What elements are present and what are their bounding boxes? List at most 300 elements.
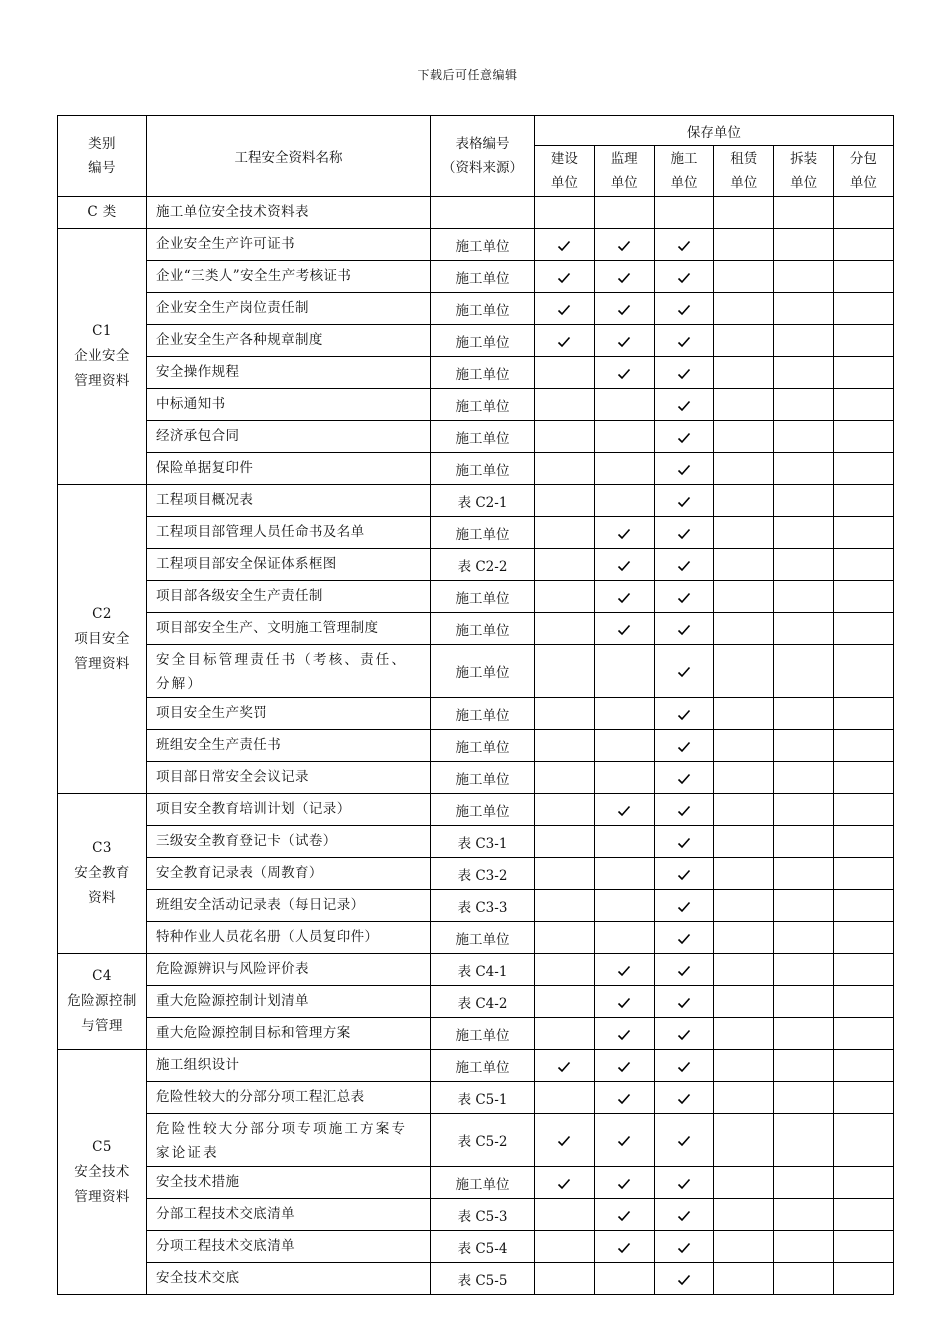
keep-unit-cell xyxy=(594,794,654,826)
document-name: 保险单据复印件 xyxy=(147,453,431,485)
check-mark-icon xyxy=(677,666,691,678)
keep-unit-cell xyxy=(774,293,834,325)
table-row xyxy=(58,421,894,453)
keep-unit-cell xyxy=(535,1167,595,1199)
header-unit-line: 拆装 xyxy=(790,151,818,167)
keep-unit-cell xyxy=(833,453,893,485)
keep-unit-cell xyxy=(833,762,893,794)
keep-unit-cell xyxy=(774,517,834,549)
check-mark-icon xyxy=(677,1029,691,1041)
check-mark-icon xyxy=(677,368,691,380)
table-row xyxy=(58,954,894,986)
keep-unit-cell xyxy=(833,229,893,261)
keep-unit-cell xyxy=(654,762,714,794)
table-row xyxy=(58,1231,894,1263)
keep-unit-cell xyxy=(594,826,654,858)
document-name: 工程项目部管理人员任命书及名单 xyxy=(147,517,431,549)
form-code: 施工单位 xyxy=(431,293,535,325)
table-row xyxy=(58,1263,894,1295)
document-name: 特种作业人员花名册（人员复印件） xyxy=(147,922,431,954)
keep-unit-cell xyxy=(654,698,714,730)
keep-unit-cell xyxy=(714,325,774,357)
keep-unit-cell xyxy=(833,890,893,922)
keep-unit-cell xyxy=(535,858,595,890)
form-code: 施工单位 xyxy=(431,645,535,698)
keep-unit-cell xyxy=(654,1263,714,1295)
table-row xyxy=(58,1199,894,1231)
category-label: 管理资料 xyxy=(74,373,130,389)
keep-unit-cell xyxy=(594,730,654,762)
check-mark-icon xyxy=(617,240,631,252)
keep-unit-cell xyxy=(594,762,654,794)
keep-unit-cell xyxy=(833,485,893,517)
keep-unit-cell xyxy=(535,826,595,858)
keep-unit-cell xyxy=(714,613,774,645)
table-row xyxy=(58,613,894,645)
keep-unit-cell xyxy=(594,453,654,485)
table-row xyxy=(58,453,894,485)
keep-unit-cell xyxy=(654,453,714,485)
keep-unit-cell xyxy=(594,549,654,581)
form-code: 表 C4-2 xyxy=(431,986,535,1018)
keep-unit-cell xyxy=(594,197,654,229)
keep-unit-cell xyxy=(654,549,714,581)
check-mark-icon xyxy=(677,592,691,604)
check-mark-icon xyxy=(677,464,691,476)
form-code: 表 C3-2 xyxy=(431,858,535,890)
keep-unit-cell xyxy=(833,1018,893,1050)
keep-unit-cell xyxy=(774,890,834,922)
check-mark-icon xyxy=(617,1210,631,1222)
form-code xyxy=(431,197,535,229)
keep-unit-cell xyxy=(654,890,714,922)
header-unit-1 xyxy=(594,146,654,197)
category-cell xyxy=(58,229,147,485)
keep-unit-cell xyxy=(714,698,774,730)
keep-unit-cell xyxy=(594,922,654,954)
check-mark-icon xyxy=(677,1242,691,1254)
keep-unit-cell xyxy=(774,325,834,357)
check-mark-icon xyxy=(677,272,691,284)
header-unit-4 xyxy=(774,146,834,197)
keep-unit-cell xyxy=(714,453,774,485)
table-row xyxy=(58,261,894,293)
keep-unit-cell xyxy=(535,1018,595,1050)
keep-unit-cell xyxy=(594,858,654,890)
keep-unit-cell xyxy=(535,1263,595,1295)
keep-unit-cell xyxy=(594,229,654,261)
keep-unit-cell xyxy=(774,1167,834,1199)
keep-unit-cell xyxy=(594,517,654,549)
keep-unit-cell xyxy=(774,421,834,453)
keep-unit-cell xyxy=(774,229,834,261)
form-code: 施工单位 xyxy=(431,421,535,453)
keep-unit-cell xyxy=(774,1263,834,1295)
table-row xyxy=(58,197,894,229)
form-code: 施工单位 xyxy=(431,613,535,645)
keep-unit-cell xyxy=(535,453,595,485)
check-mark-icon xyxy=(677,1093,691,1105)
keep-unit-cell xyxy=(774,197,834,229)
keep-unit-cell xyxy=(714,197,774,229)
keep-unit-cell xyxy=(594,261,654,293)
keep-unit-cell xyxy=(654,922,714,954)
table-row xyxy=(58,357,894,389)
keep-unit-cell xyxy=(535,762,595,794)
check-mark-icon xyxy=(677,304,691,316)
keep-unit-cell xyxy=(654,421,714,453)
keep-unit-cell xyxy=(774,549,834,581)
keep-unit-cell xyxy=(594,1114,654,1167)
keep-unit-cell xyxy=(774,794,834,826)
category-label: C5 xyxy=(92,1138,112,1155)
check-mark-icon xyxy=(677,432,691,444)
document-name: 企业安全生产各种规章制度 xyxy=(147,325,431,357)
keep-unit-cell xyxy=(654,1114,714,1167)
form-code: 施工单位 xyxy=(431,325,535,357)
keep-unit-cell xyxy=(833,1231,893,1263)
keep-unit-cell xyxy=(774,1082,834,1114)
check-mark-icon xyxy=(617,1029,631,1041)
table-row xyxy=(58,890,894,922)
keep-unit-cell xyxy=(714,794,774,826)
keep-unit-cell xyxy=(535,645,595,698)
header-category xyxy=(58,116,147,197)
header-unit-line: 分包 xyxy=(849,151,877,167)
document-name: 安全技术措施 xyxy=(147,1167,431,1199)
table-row xyxy=(58,762,894,794)
keep-unit-cell xyxy=(774,1199,834,1231)
check-mark-icon xyxy=(677,1178,691,1190)
keep-unit-cell xyxy=(833,261,893,293)
safety-documents-table xyxy=(57,115,894,1295)
keep-unit-cell xyxy=(774,485,834,517)
table-row xyxy=(58,1050,894,1082)
document-name: 工程项目概况表 xyxy=(147,485,431,517)
header-form xyxy=(431,116,535,197)
category-cell xyxy=(58,794,147,954)
category-label: 与管理 xyxy=(81,1018,123,1034)
check-mark-icon xyxy=(557,1135,571,1147)
check-mark-icon xyxy=(617,304,631,316)
keep-unit-cell xyxy=(714,730,774,762)
keep-unit-cell xyxy=(594,357,654,389)
keep-unit-cell xyxy=(774,1018,834,1050)
table-row xyxy=(58,1018,894,1050)
keep-unit-cell xyxy=(594,613,654,645)
document-name: 危险性较大的分部分项工程汇总表 xyxy=(147,1082,431,1114)
table-row xyxy=(58,581,894,613)
form-code: 施工单位 xyxy=(431,517,535,549)
document-name: 项目部日常安全会议记录 xyxy=(147,762,431,794)
header-unit-line: 租赁 xyxy=(730,151,758,167)
table-row xyxy=(58,922,894,954)
keep-unit-cell xyxy=(833,1199,893,1231)
check-mark-icon xyxy=(677,560,691,572)
keep-unit-cell xyxy=(535,325,595,357)
keep-unit-cell xyxy=(714,858,774,890)
keep-unit-cell xyxy=(535,485,595,517)
keep-unit-cell xyxy=(594,954,654,986)
check-mark-icon xyxy=(617,336,631,348)
keep-unit-cell xyxy=(714,581,774,613)
category-label: 管理资料 xyxy=(74,1188,130,1205)
form-code: 施工单位 xyxy=(431,794,535,826)
table-row xyxy=(58,549,894,581)
category-label: 管理资料 xyxy=(74,655,130,672)
document-name: 项目部各级安全生产责任制 xyxy=(147,581,431,613)
form-code: 表 C5-1 xyxy=(431,1082,535,1114)
header-category-line1: 类别 xyxy=(88,136,116,152)
check-mark-icon xyxy=(677,709,691,721)
check-mark-icon xyxy=(677,400,691,412)
keep-unit-cell xyxy=(594,1167,654,1199)
keep-unit-cell xyxy=(774,389,834,421)
document-name: 安全操作规程 xyxy=(147,357,431,389)
form-code: 施工单位 xyxy=(431,762,535,794)
form-code: 施工单位 xyxy=(431,698,535,730)
header-category-line2: 编号 xyxy=(88,160,116,176)
header-keep-units: 保存单位 xyxy=(535,116,894,146)
keep-unit-cell xyxy=(535,1114,595,1167)
keep-unit-cell xyxy=(833,1050,893,1082)
form-code: 表 C3-3 xyxy=(431,890,535,922)
keep-unit-cell xyxy=(654,645,714,698)
check-mark-icon xyxy=(617,624,631,636)
form-code: 表 C3-1 xyxy=(431,826,535,858)
check-mark-icon xyxy=(677,496,691,508)
check-mark-icon xyxy=(557,1178,571,1190)
form-code: 施工单位 xyxy=(431,1018,535,1050)
keep-unit-cell xyxy=(535,1082,595,1114)
check-mark-icon xyxy=(677,869,691,881)
table-row xyxy=(58,485,894,517)
form-code: 表 C5-5 xyxy=(431,1263,535,1295)
category-cell xyxy=(58,485,147,794)
header-form-line2: （资料来源） xyxy=(442,160,523,176)
keep-unit-cell xyxy=(654,986,714,1018)
header-name: 工程安全资料名称 xyxy=(147,116,431,197)
form-code: 施工单位 xyxy=(431,1050,535,1082)
header-form-line1: 表格编号 xyxy=(455,136,510,152)
keep-unit-cell xyxy=(714,1018,774,1050)
check-mark-icon xyxy=(617,965,631,977)
keep-unit-cell xyxy=(535,389,595,421)
keep-unit-cell xyxy=(833,1114,893,1167)
document-name: 分项工程技术交底清单 xyxy=(147,1231,431,1263)
category-label: 安全技术 xyxy=(74,1163,130,1180)
keep-unit-cell xyxy=(833,197,893,229)
form-code: 施工单位 xyxy=(431,453,535,485)
keep-unit-cell xyxy=(774,826,834,858)
check-mark-icon xyxy=(617,1242,631,1254)
keep-unit-cell xyxy=(714,1050,774,1082)
keep-unit-cell xyxy=(594,485,654,517)
check-mark-icon xyxy=(557,1061,571,1073)
check-mark-icon xyxy=(677,1135,691,1147)
header-unit-0 xyxy=(535,146,595,197)
keep-unit-cell xyxy=(774,986,834,1018)
keep-unit-cell xyxy=(714,762,774,794)
check-mark-icon xyxy=(677,1210,691,1222)
check-mark-icon xyxy=(557,336,571,348)
keep-unit-cell xyxy=(833,613,893,645)
keep-unit-cell xyxy=(833,1082,893,1114)
keep-unit-cell xyxy=(714,1167,774,1199)
document-name: 分部工程技术交底清单 xyxy=(147,1199,431,1231)
keep-unit-cell xyxy=(535,581,595,613)
keep-unit-cell xyxy=(654,730,714,762)
keep-unit-cell xyxy=(535,197,595,229)
keep-unit-cell xyxy=(774,922,834,954)
document-name: 施工单位安全技术资料表 xyxy=(147,197,431,229)
keep-unit-cell xyxy=(774,357,834,389)
keep-unit-cell xyxy=(714,1231,774,1263)
keep-unit-cell xyxy=(654,357,714,389)
keep-unit-cell xyxy=(774,762,834,794)
keep-unit-cell xyxy=(654,858,714,890)
keep-unit-cell xyxy=(833,517,893,549)
keep-unit-cell xyxy=(714,357,774,389)
form-code: 表 C2-1 xyxy=(431,485,535,517)
keep-unit-cell xyxy=(594,890,654,922)
check-mark-icon xyxy=(617,805,631,817)
keep-unit-cell xyxy=(654,1018,714,1050)
keep-unit-cell xyxy=(594,581,654,613)
check-mark-icon xyxy=(617,272,631,284)
header-unit-2 xyxy=(654,146,714,197)
keep-unit-cell xyxy=(714,890,774,922)
keep-unit-cell xyxy=(774,261,834,293)
keep-unit-cell xyxy=(535,517,595,549)
check-mark-icon xyxy=(617,1178,631,1190)
document-name: 中标通知书 xyxy=(147,389,431,421)
check-mark-icon xyxy=(617,528,631,540)
keep-unit-cell xyxy=(714,293,774,325)
keep-unit-cell xyxy=(654,1167,714,1199)
keep-unit-cell xyxy=(774,645,834,698)
category-cell xyxy=(58,197,147,229)
document-name: 项目安全生产奖罚 xyxy=(147,698,431,730)
document-name: 企业安全生产许可证书 xyxy=(147,229,431,261)
form-code: 施工单位 xyxy=(431,922,535,954)
keep-unit-cell xyxy=(774,453,834,485)
category-label: 资料 xyxy=(88,890,116,906)
check-mark-icon xyxy=(677,528,691,540)
keep-unit-cell xyxy=(833,986,893,1018)
check-mark-icon xyxy=(677,901,691,913)
check-mark-icon xyxy=(617,1135,631,1147)
keep-unit-cell xyxy=(535,1050,595,1082)
keep-unit-cell xyxy=(774,613,834,645)
table-row xyxy=(58,826,894,858)
check-mark-icon xyxy=(617,1093,631,1105)
keep-unit-cell xyxy=(594,1231,654,1263)
check-mark-icon xyxy=(617,592,631,604)
table-row xyxy=(58,645,894,698)
keep-unit-cell xyxy=(535,730,595,762)
keep-unit-cell xyxy=(714,389,774,421)
table-row xyxy=(58,858,894,890)
keep-unit-cell xyxy=(654,325,714,357)
keep-unit-cell xyxy=(535,613,595,645)
table-row xyxy=(58,1114,894,1167)
keep-unit-cell xyxy=(594,389,654,421)
keep-unit-cell xyxy=(714,826,774,858)
document-name: 施工组织设计 xyxy=(147,1050,431,1082)
keep-unit-cell xyxy=(833,698,893,730)
keep-unit-cell xyxy=(594,986,654,1018)
document-name: 工程项目部安全保证体系框图 xyxy=(147,549,431,581)
keep-unit-cell xyxy=(594,645,654,698)
keep-unit-cell xyxy=(654,954,714,986)
keep-unit-cell xyxy=(714,421,774,453)
keep-unit-cell xyxy=(774,954,834,986)
keep-unit-cell xyxy=(714,986,774,1018)
keep-unit-cell xyxy=(535,698,595,730)
check-mark-icon xyxy=(677,997,691,1009)
keep-unit-cell xyxy=(833,421,893,453)
form-code: 施工单位 xyxy=(431,261,535,293)
category-cell xyxy=(58,954,147,1050)
table-row xyxy=(58,389,894,421)
keep-unit-cell xyxy=(594,1050,654,1082)
keep-unit-cell xyxy=(833,1167,893,1199)
keep-unit-cell xyxy=(654,261,714,293)
keep-unit-cell xyxy=(833,826,893,858)
document-name: 三级安全教育登记卡（试卷） xyxy=(147,826,431,858)
keep-unit-cell xyxy=(654,794,714,826)
check-mark-icon xyxy=(557,240,571,252)
keep-unit-cell xyxy=(535,890,595,922)
keep-unit-cell xyxy=(833,293,893,325)
header-unit-line: 施工 xyxy=(670,151,698,167)
document-name: 班组安全活动记录表（每日记录） xyxy=(147,890,431,922)
keep-unit-cell xyxy=(833,794,893,826)
form-code: 施工单位 xyxy=(431,357,535,389)
table-row xyxy=(58,293,894,325)
keep-unit-cell xyxy=(654,1231,714,1263)
keep-unit-cell xyxy=(833,730,893,762)
keep-unit-cell xyxy=(833,922,893,954)
keep-unit-cell xyxy=(654,1050,714,1082)
form-code: 表 C5-2 xyxy=(431,1114,535,1167)
document-name: 危险源辨识与风险评价表 xyxy=(147,954,431,986)
check-mark-icon xyxy=(677,933,691,945)
keep-unit-cell xyxy=(654,485,714,517)
header-unit-line: 单位 xyxy=(610,175,638,191)
document-name: 安全技术交底 xyxy=(147,1263,431,1295)
document-name: 重大危险源控制计划清单 xyxy=(147,986,431,1018)
header-unit-line: 单位 xyxy=(849,175,877,191)
keep-unit-cell xyxy=(654,517,714,549)
document-name: 企业安全生产岗位责任制 xyxy=(147,293,431,325)
category-label: C 类 xyxy=(87,204,117,220)
form-code: 施工单位 xyxy=(431,581,535,613)
keep-unit-cell xyxy=(535,357,595,389)
keep-unit-cell xyxy=(833,549,893,581)
document-name: 项目安全教育培训计划（记录） xyxy=(147,794,431,826)
check-mark-icon xyxy=(677,1274,691,1286)
check-mark-icon xyxy=(617,560,631,572)
check-mark-icon xyxy=(677,805,691,817)
check-mark-icon xyxy=(677,741,691,753)
form-code: 表 C5-3 xyxy=(431,1199,535,1231)
form-code: 施工单位 xyxy=(431,730,535,762)
keep-unit-cell xyxy=(833,1263,893,1295)
document-name: 项目部安全生产、文明施工管理制度 xyxy=(147,613,431,645)
keep-unit-cell xyxy=(654,826,714,858)
